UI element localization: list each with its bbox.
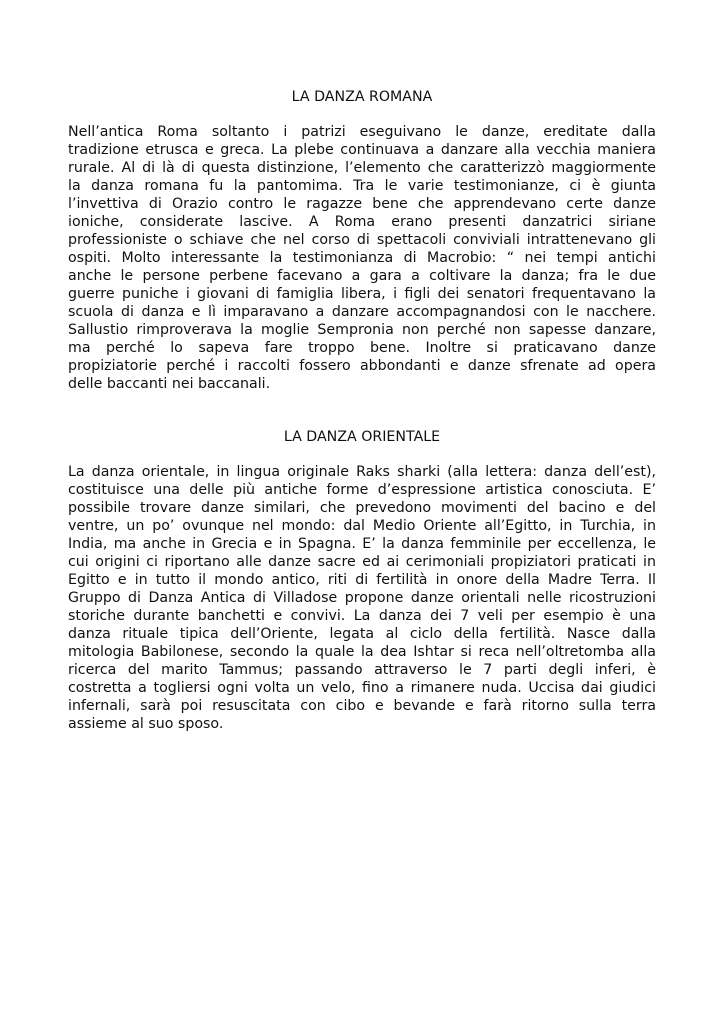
paragraph-oriental-dance [68,463,656,733]
spacer [68,393,656,428]
text-line: anche le persone perbene facevano a gara a coltivare la danza; fra le due [68,268,656,284]
text-line: la danza romana fu la pantomima. Tra le varie testimonianze, ci è giunta [68,178,656,194]
text-line: tradizione etrusca e greca. La plebe continuava a danzare alla vecchia maniera [68,142,656,158]
text-line: costituisce una delle più antiche forme d’espressione artistica conosciuta. E’ [68,482,656,498]
text-line: l’invettiva di Orazio contro le ragazze bene che apprendevano certe danze [68,196,656,212]
text-line: mitologia Babilonese, secondo la quale la dea Ishtar si reca nell’oltretomba alla [68,644,656,660]
text-line: danza rituale tipica dell’Oriente, legata al ciclo della fertilità. Nasce dalla [68,626,656,642]
text-line: rurale. Al di là di questa distinzione, l’elemento che caratterizzò maggiormente [68,160,656,176]
text-line: India, ma anche in Grecia e in Spagna. E’ la danza femminile per eccellenza, le [68,536,656,552]
section-title-oriental-dance: LA DANZA ORIENTALE [283,429,441,445]
text-line: guerre puniche i giovani di famiglia libera, i figli dei senatori frequentavano la [68,286,656,302]
text-line: Egitto e in tutto il mondo antico, riti di fertilità in onore della Madre Terra. Il [68,572,656,588]
text-line: assieme al suo sposo. [68,716,224,732]
text-line: delle baccanti nei baccanali. [68,376,271,392]
spacer [68,106,656,123]
text-line: La danza orientale, in lingua originale Raks sharki (alla lettera: danza dell’est), [68,464,656,480]
text-line: Nell’antica Roma soltanto i patrizi eseguivano le danze, ereditate dalla [68,124,656,140]
text-line: Gruppo di Danza Antica di Villadose propone danze orientali nelle ricostruzioni [68,590,656,606]
text-line: ospiti. Molto interessante la testimonianza di Macrobio: “ nei tempi antichi [68,250,656,266]
text-line: cui origini ci riportano alle danze sacre ed ai cerimoniali propiziatori praticati in [68,554,656,570]
text-line: scuola di danza e lì imparavano a danzare accompagnandosi con le nacchere. [68,304,656,320]
document-body [68,88,656,733]
text-line: ioniche, considerate lascive. A Roma erano presenti danzatrici siriane [68,214,656,230]
text-line: ventre, un po’ ovunque nel mondo: dal Medio Oriente all’Egitto, in Turchia, in [68,518,656,534]
text-line: professioniste o schiave che nel corso di spettacoli conviviali intrattenevano gli [68,232,656,248]
text-line: ricerca del marito Tammus; passando attraverso le 7 parti degli inferi, è [68,662,656,678]
section-title-roman-dance: LA DANZA ROMANA [291,89,433,105]
paragraph-roman-dance [68,123,656,393]
text-line: possibile trovare danze similari, che prevedono movimenti del bacino e del [68,500,656,516]
text-line: propiziatorie perché i raccolti fossero abbondanti e danze sfrenate ad opera [68,358,656,374]
text-line: costretta a togliersi ogni volta un velo, fino a rimanere nuda. Uccisa dai giudici [68,680,656,696]
spacer [68,446,656,463]
text-line: infernali, sarà poi resuscitata con cibo e bevande e farà ritorno sulla terra [68,698,656,714]
text-line: Sallustio rimproverava la moglie Sempronia non perché non sapesse danzare, [68,322,656,338]
text-line: storiche durante banchetti e convivi. La danza dei 7 veli per esempio è una [68,608,656,624]
text-line: ma perché lo sapeva fare troppo bene. Inoltre si praticavano danze [68,340,656,356]
